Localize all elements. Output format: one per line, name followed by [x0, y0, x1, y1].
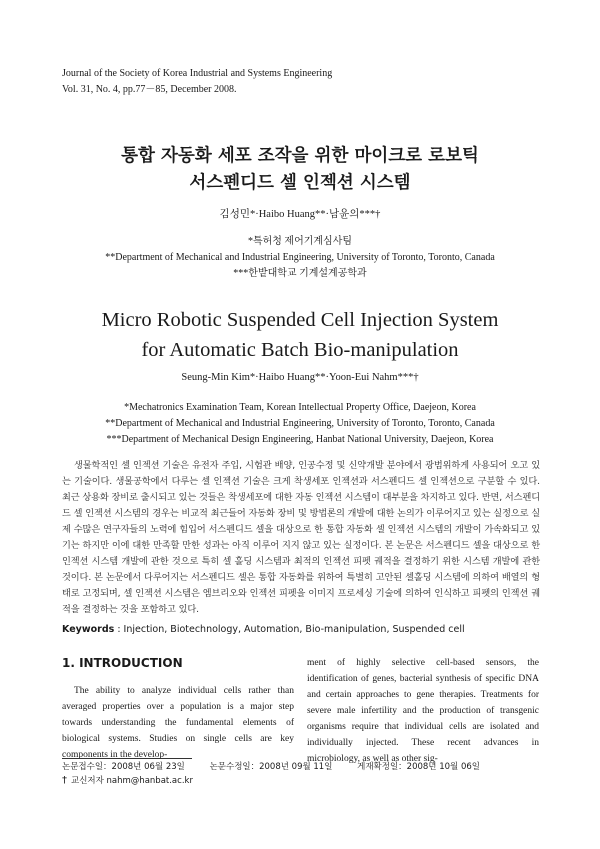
journal-volume: Vol. 31, No. 4, pp.77－85, December 2008. — [62, 84, 237, 95]
korean-affiliation-2: **Department of Mechanical and Industrial Engineering, University of Toronto, Toronto, Canada — [105, 252, 495, 263]
korean-affiliation-3: ***한밭대학교 기계설계공학과 — [233, 268, 367, 279]
korean-affiliation-1: *특허청 제어기계심사팀 — [247, 236, 353, 247]
english-affiliations — [0, 400, 600, 448]
footnote-corresponding — [62, 774, 193, 788]
intro-left-column — [62, 655, 294, 763]
keywords-text: : Injection, Biotechnology, Automation, Bio-manipulation, Suspended cell — [117, 624, 465, 635]
english-affiliation-3: ***Department of Mechanical Design Engineering, Hanbat National University, Daejeon, Korea — [106, 434, 494, 445]
korean-title — [0, 143, 600, 197]
corresponding-author: 교신저자 nahm@hanbat.ac.kr — [71, 776, 193, 786]
keywords — [62, 624, 465, 635]
revised-date: 논문수정일：2008년 09월 11일 — [209, 762, 333, 772]
intro-right-column — [307, 655, 539, 767]
footnote-dates — [62, 761, 502, 774]
korean-title-line1: 통합 자동화 세포 조작을 위한 마이크로 로보틱 — [121, 146, 479, 166]
intro-paragraph-left: The ability to analyze individual cells rather than averaged properties over a population is a major step towards understanding the fundamental elements of biological systems. Studies on single cells are key components in the develop- — [62, 686, 294, 760]
korean-title-line2: 서스펜디드 셀 인젝션 시스템 — [189, 173, 411, 193]
intro-paragraph-right: ment of highly selective cell-based sensors, the identification of genes, bacterial synthesis of specific DNA and certain approaches to gene therapies. Treatments for severe male infertility and the production of transgenic organisms require that individual cells are isolated and individually injected. These recent advances in microbiology, as well as other sig- — [307, 658, 539, 764]
english-title-line2: for Automatic Batch Bio-manipulation — [141, 339, 459, 361]
section-heading: 1. INTRODUCTION — [62, 656, 183, 670]
english-title — [0, 305, 600, 365]
footnote-rule — [62, 758, 192, 759]
english-affiliation-2: **Department of Mechanical and Industrial Engineering, University of Toronto, Toronto, Canada — [105, 418, 495, 429]
korean-authors: 김성민*·Haibo Huang**·남윤의***† — [219, 209, 381, 220]
english-affiliation-1: *Mechatronics Examination Team, Korean Intellectual Property Office, Daejeon, Korea — [124, 402, 476, 413]
journal-name: Journal of the Society of Korea Industrial and Systems Engineering — [62, 68, 333, 79]
accepted-date: 게재확정일：2008년 10월 06일 — [357, 762, 480, 772]
abstract: 생물학적인 셀 인젝션 기술은 유전자 주입, 시험관 배양, 인공수정 및 신약개발 분야에서 광범위하게 사용되어 오고 있는 기술이다. 생물공학에서 다루는 셀 인젝션 기술은 크게 착생세포 인젝션과 서스펜디드 셀 인젝션으로 구분할 수 있다. 최근 상용화 장비로 출시되고 있는 것들은 착생세포에 대한 자동 인젝션 시스템이 대부분을 차지하고 있다. 반면, 서스펜디드 셀 인젝션 시스템의 경우는 비교적 최근들어 자동화 장비 및 방법론의 개발에 대한 논의가 이루어지고 있는 실정으로 실제 수많은 연구자들의 노력에 힘입어 서스펜디드 셀을 대상으로 한 통합 자동화 셀 인젝션 시스템의 개발이 가속화되고 있기는 하지만 이에 대한 만족할 만한 성과는 아직 이루어 지지 않고 있는 실정이다. 본 논문은 서스펜디드 셀을 대상으로 한 인젝션 시스템 개발에 관한 것으로 특히 셀 홀딩 시스템과 최적의 인젝션 피펫 궤적을 결정하기 위한 시스템 개발에 관한 것이다. 본 논문에서 다루어지는 서스펜디드 셀은 통합 자동화를 위하여 특별히 고안된 셀홀딩 시스템에 의하여 배열의 형태로 고정되며, 셀 인젝션 시스템은 엠브리오와 인젝션 피펫을 이미지 프로세싱 기술에 의하여 인식하고 피펫의 인젝션 궤적을 결정하는 것을 포함하고 있다. — [62, 460, 540, 615]
korean-affiliations — [0, 234, 600, 282]
english-authors: Seung-Min Kim*·Haibo Huang**·Yoon-Eui Nahm***† — [181, 372, 419, 383]
journal-header — [62, 66, 332, 98]
keywords-label: Keywords — [62, 624, 115, 635]
received-date: 논문접수일：2008년 06월 23일 — [62, 762, 185, 772]
english-title-line1: Micro Robotic Suspended Cell Injection System — [101, 309, 499, 331]
dagger-icon: † — [62, 775, 67, 786]
